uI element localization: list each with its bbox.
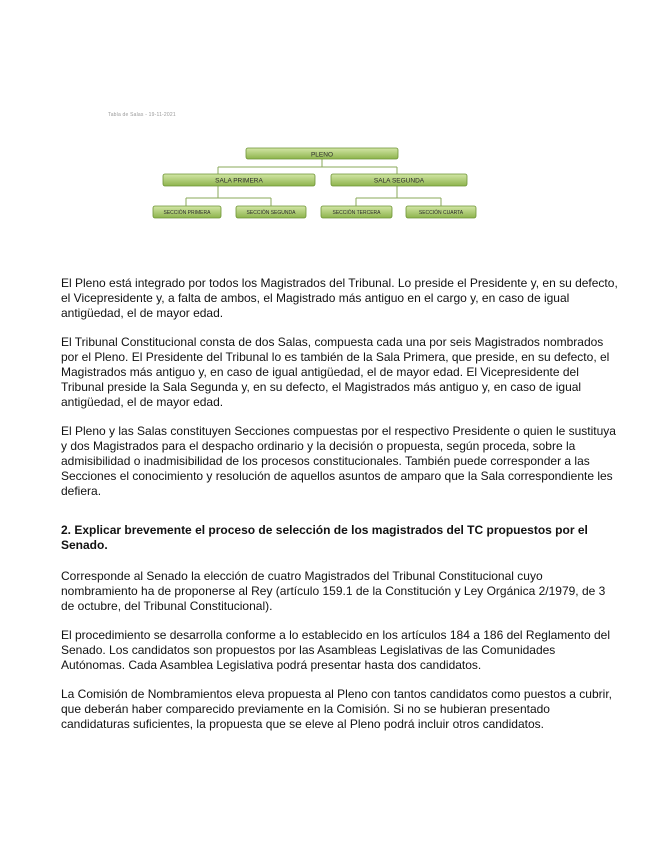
org-node-pleno [246,148,398,159]
org-node-seccion-segunda-label: SECCIÓN SEGUNDA [246,210,296,217]
section-heading: 2. Explicar brevemente el proceso de selección de los magistrados del TC propuestos por el Senado. [61,523,588,552]
org-chart [0,0,655,240]
paragraph-secciones: El Pleno y las Salas constituyen Secciones compuestas por el respectivo Presidente o quien le sustituya y dos Magistrados para el despacho ordinario y la decisión o propuesta, según proceda, sobre la admisibilidad o inadmisibilidad de los procesos constitucionales. También puede corresponder a las Secciones el conocimiento y resolución de aquellos asuntos de amparo que la Sala correspondiente les defiera. [61,424,616,498]
org-node-sala-segunda [331,174,467,186]
org-node-seccion-segunda [236,206,306,218]
org-node-sala-primera-label: SALA PRIMERA [215,177,263,185]
org-node-seccion-primera [153,206,221,218]
paragraph-pleno: El Pleno está integrado por todos los Magistrados del Tribunal. Lo preside el Presidente y, en su defecto, el Vicepresidente y, a falta de ambos, el Magistrado más antiguo en el cargo y, en caso de igual antigüedad, el de mayor edad. [61,276,618,320]
org-node-pleno-label: PLENO [310,151,334,159]
chart-caption: Tabla de Salas - 19-11-2021 [108,112,176,118]
paragraph-senado: Corresponde al Senado la elección de cuatro Magistrados del Tribunal Constitucional cuyo nombramiento ha de proponerse al Rey (artículo 159.1 de la Constitución y Ley Orgánica 2/1979, de 3 de octubre, del Tribunal Constitucional). [61,569,606,613]
org-node-sala-primera [163,174,315,186]
org-node-seccion-tercera [321,206,392,218]
paragraph-procedimiento: El procedimiento se desarrolla conforme a lo establecido en los artículos 184 a 186 del Reglamento del Senado. Los candidatos son propuestos por las Asambleas Legislativas de las Comunidades Autónomas. Cada Asamblea Legislativa podrá presentar hasta dos candidatos. [61,628,610,672]
org-node-sala-segunda-label: SALA SEGUNDA [373,177,425,185]
org-node-seccion-tercera-label: SECCIÓN TERCERA [332,210,381,217]
org-node-seccion-cuarta-label: SECCIÓN CUARTA [418,210,464,217]
paragraph-salas: El Tribunal Constitucional consta de dos Salas, compuesta cada una por seis Magistrados nombrados por el Pleno. El Presidente del Tribunal lo es también de la Sala Primera, que preside, en su defecto, el Magistrados más antiguo y, en caso de igual antigüedad, el de mayor edad. El Vicepresidente del Tribunal preside la Sala Segunda y, en su defecto, el Magistrados más antiguo y, en caso de igual antigüedad, el de mayor edad. [61,335,610,409]
org-node-seccion-cuarta [406,206,476,218]
document-body [61,276,621,746]
org-node-seccion-primera-label: SECCIÓN PRIMERA [163,210,211,217]
paragraph-comision: La Comisión de Nombramientos eleva propuesta al Pleno con tantos candidatos como puestos a cubrir, que deberán haber comparecido previamente en la Comisión. Si no se hubieran presentado candidaturas suficientes, la propuesta que se eleve al Pleno podrá incluir otros candidatos. [61,687,612,731]
